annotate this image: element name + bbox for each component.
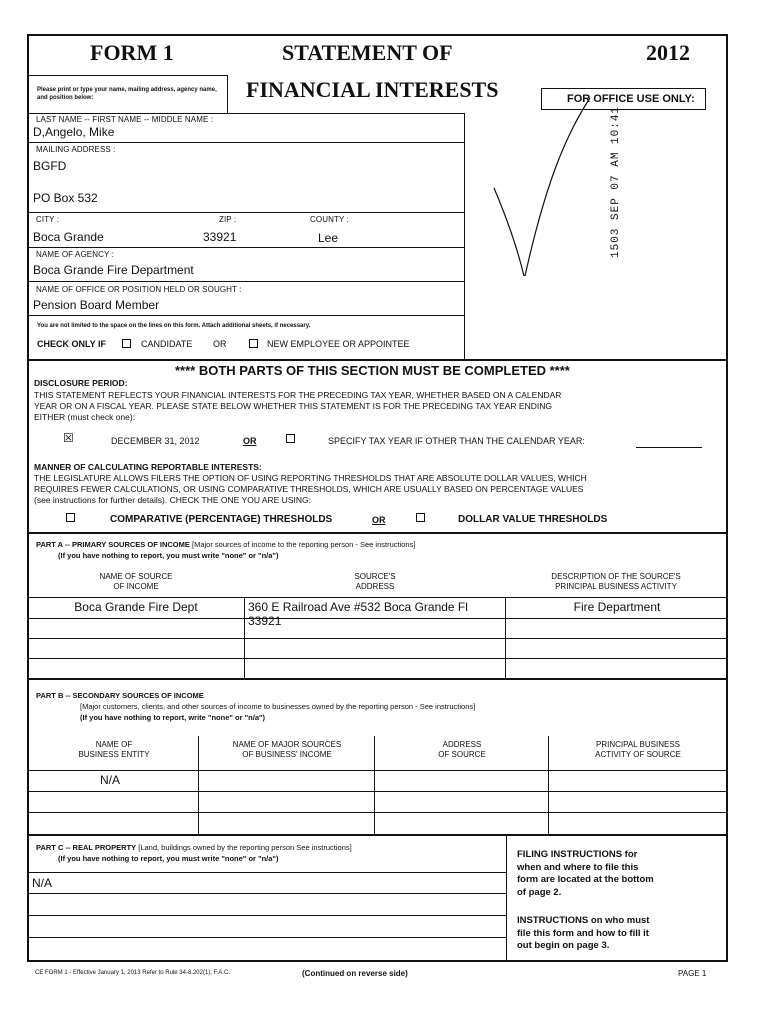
county-field[interactable]: Lee xyxy=(318,231,339,245)
continued-note: (Continued on reverse side) xyxy=(302,969,408,978)
december-label: DECEMBER 31, 2012 xyxy=(111,436,200,446)
table-rule xyxy=(374,736,375,834)
part-b-col-header-activity xyxy=(550,740,726,760)
header-line: SOURCE'S xyxy=(354,572,396,581)
instruction-line: FILING INSTRUCTIONS for xyxy=(517,849,638,860)
period-text-2: YEAR OR ON A FISCAL YEAR. PLEASE STATE BELOW WHETHER THIS STATEMENT IS FOR THE PRECEDING TAX YEAR ENDING xyxy=(34,401,552,411)
divider xyxy=(506,834,507,961)
header-line: ADDRESS xyxy=(355,582,395,591)
dollar-value-label: DOLLAR VALUE THRESHOLDS xyxy=(458,514,608,525)
disclosure-period-title: DISCLOSURE PERIOD: xyxy=(34,378,128,388)
part-b-col-header-address xyxy=(376,740,548,760)
table-rule xyxy=(28,915,506,916)
part-c-row1[interactable]: N/A xyxy=(32,876,53,890)
table-rule xyxy=(28,597,728,598)
manner-title: MANNER OF CALCULATING REPORTABLE INTERESTS: xyxy=(34,462,262,472)
table-rule xyxy=(28,658,728,659)
table-rule xyxy=(28,770,728,771)
table-rule xyxy=(28,791,728,792)
header-line: NAME OF SOURCE xyxy=(99,572,173,581)
table-rule xyxy=(28,638,728,639)
mailing-address-label: MAILING ADDRESS : xyxy=(36,145,116,154)
part-c-subtitle: (If you have nothing to report, you must write "none" or "n/a") xyxy=(58,854,279,863)
part-a-col-header-address xyxy=(246,572,504,592)
period-text-1: THIS STATEMENT REFLECTS YOUR FINANCIAL INTERESTS FOR THE PRECEDING TAX YEAR, WHETHER BASED ON A CALENDAR xyxy=(34,390,562,400)
name-field[interactable]: D,Angelo, Mike xyxy=(33,125,115,139)
period-text-3: EITHER (must check one): xyxy=(34,412,136,422)
new-employee-label: NEW EMPLOYEE OR APPOINTEE xyxy=(267,339,410,349)
header-line: OF INCOME xyxy=(113,582,159,591)
table-rule xyxy=(28,893,506,894)
header-line: DESCRIPTION OF THE SOURCE'S xyxy=(551,572,681,581)
part-c-title-text: PART C -- REAL PROPERTY xyxy=(36,843,137,852)
mailing-address-line2[interactable]: PO Box 532 xyxy=(33,191,98,205)
instruction-line: out begin on page 3. xyxy=(517,940,610,951)
header-line: OF BUSINESS' INCOME xyxy=(242,750,332,759)
office-stamp-text: 1503 SEP 07 AM 10:41 xyxy=(610,105,622,258)
divider xyxy=(28,678,728,680)
instruction-line: when and where to file this xyxy=(517,861,639,873)
divider xyxy=(28,113,464,114)
header-line: OF SOURCE xyxy=(438,750,486,759)
candidate-checkbox[interactable] xyxy=(122,339,131,348)
divider xyxy=(28,247,464,248)
agency-field[interactable]: Boca Grande Fire Department xyxy=(33,263,194,277)
part-a-row1-name[interactable]: Boca Grande Fire Dept xyxy=(74,600,198,614)
divider xyxy=(28,359,728,361)
header-line: ADDRESS xyxy=(442,740,482,749)
page-number: PAGE 1 xyxy=(678,969,707,978)
comparative-checkbox[interactable] xyxy=(66,513,75,522)
space-note: You are not limited to the space on the lines on this form. Attach additional sheets, if necessary. xyxy=(37,323,311,329)
form-reference: CE FORM 1 - Effective January 1, 2013 Refer to Rule 34-8.202(1), F.A.C. xyxy=(35,970,230,976)
mailing-address-line1[interactable]: BGFD xyxy=(33,159,67,173)
header-line: NAME OF xyxy=(95,740,133,749)
instruction-line: form are located at the bottom xyxy=(517,874,654,885)
part-a-row1-address[interactable]: 360 E Railroad Ave #532 Boca Grande Fl 33921 xyxy=(248,600,468,628)
table-rule xyxy=(505,597,506,678)
part-c-title xyxy=(36,843,352,852)
table-rule xyxy=(198,736,199,834)
or-label: OR xyxy=(243,436,257,446)
divider xyxy=(28,75,228,76)
new-employee-checkbox[interactable] xyxy=(249,339,258,348)
part-a-col-header-activity xyxy=(506,572,726,592)
header-line: PRINCIPAL BUSINESS ACTIVITY xyxy=(555,582,677,591)
part-a-note: [Major sources of income to the reporting person - See instructions] xyxy=(192,540,416,549)
divider xyxy=(28,212,464,213)
statement-title-line2: FINANCIAL INTERESTS xyxy=(246,77,499,102)
manner-text-1: THE LEGISLATURE ALLOWS FILERS THE OPTION OF USING REPORTING THRESHOLDS THAT ARE ABSOLUTE DOLLAR VALUES, WHICH xyxy=(34,473,587,483)
check-only-if-label: CHECK ONLY IF xyxy=(37,339,107,349)
part-b-subtitle: (If you have nothing to report, write "none" or "n/a") xyxy=(80,713,266,722)
instruction-line: file this form and how to fill it xyxy=(517,927,649,939)
office-field[interactable]: Pension Board Member xyxy=(33,298,160,312)
part-b-note: [Major customers, clients, and other sources of income to businesses owned by the reporting person - See instructions] xyxy=(80,702,476,711)
office-label: NAME OF OFFICE OR POSITION HELD OR SOUGHT : xyxy=(36,285,242,294)
dollar-value-checkbox[interactable] xyxy=(416,513,425,522)
instruction-line: of page 2. xyxy=(517,886,562,898)
agency-label: NAME OF AGENCY : xyxy=(36,250,114,259)
or-label: OR xyxy=(213,339,227,349)
part-a-title-text: PART A -- PRIMARY SOURCES OF INCOME xyxy=(36,540,190,549)
print-instructions: Please print or type your name, mailing address, agency name, and position below: xyxy=(37,87,217,101)
part-c-note: [Land, buildings owned by the reporting person See instructions] xyxy=(138,843,352,852)
divider xyxy=(28,315,464,316)
divider xyxy=(28,532,728,534)
header-line: PRINCIPAL BUSINESS xyxy=(595,740,681,749)
december-checkbox[interactable]: ☒ xyxy=(63,431,74,445)
part-b-col-header-entity xyxy=(30,740,198,760)
county-label: COUNTY : xyxy=(310,215,349,224)
divider xyxy=(28,142,464,143)
specify-tax-year-label: SPECIFY TAX YEAR IF OTHER THAN THE CALENDAR YEAR: xyxy=(328,436,585,446)
header-line: NAME OF MAJOR SOURCES xyxy=(232,740,342,749)
tax-year-field[interactable] xyxy=(636,447,702,448)
part-b-col-header-sources xyxy=(200,740,374,760)
table-rule xyxy=(28,872,506,873)
statement-title: STATEMENT OF xyxy=(282,40,453,65)
table-rule xyxy=(28,812,728,813)
divider xyxy=(28,281,464,282)
or-label: OR xyxy=(372,515,386,525)
filing-instructions xyxy=(517,849,654,899)
part-a-col-header-name xyxy=(30,572,242,592)
part-a-row1-activity[interactable]: Fire Department xyxy=(573,600,661,614)
form-year: 2012 xyxy=(646,40,690,65)
instruction-line: INSTRUCTIONS on who must xyxy=(517,915,650,926)
manner-text-2: REQUIRES FEWER CALCULATIONS, OR USING COMPARATIVE THRESHOLDS, WHICH ARE USUALLY BASED ON PERCENTAGE VALUES xyxy=(34,484,584,494)
zip-label: ZIP : xyxy=(219,215,237,224)
divider xyxy=(28,834,728,836)
section-heading: **** BOTH PARTS OF THIS SECTION MUST BE COMPLETED **** xyxy=(175,363,570,378)
city-label: CITY : xyxy=(36,215,60,224)
form-title: FORM 1 xyxy=(90,40,174,65)
candidate-label: CANDIDATE xyxy=(141,339,193,349)
divider xyxy=(464,113,465,360)
who-must-file-instructions xyxy=(517,915,649,953)
office-stamp-mark xyxy=(490,96,610,286)
part-b-row1-name[interactable]: N/A xyxy=(100,773,121,787)
table-rule xyxy=(28,937,506,938)
header-line: BUSINESS ENTITY xyxy=(78,750,150,759)
part-a-subtitle: (If you have nothing to report, you must write "none" or "n/a") xyxy=(58,551,279,560)
manner-text-3: (see instructions for further details). CHECK THE ONE YOU ARE USING: xyxy=(34,495,311,505)
part-b-title: PART B -- SECONDARY SOURCES OF INCOME xyxy=(36,691,204,700)
zip-field[interactable]: 33921 xyxy=(203,230,237,244)
part-a-title xyxy=(36,540,415,549)
comparative-label: COMPARATIVE (PERCENTAGE) THRESHOLDS xyxy=(110,514,333,525)
name-label: LAST NAME -- FIRST NAME -- MIDDLE NAME : xyxy=(36,115,214,124)
table-rule xyxy=(244,597,245,678)
table-rule xyxy=(548,736,549,834)
header-line: ACTIVITY OF SOURCE xyxy=(595,750,681,759)
divider xyxy=(227,75,228,113)
city-field[interactable]: Boca Grande xyxy=(33,230,104,244)
office-use-label: FOR OFFICE USE ONLY: xyxy=(567,93,695,105)
specify-tax-year-checkbox[interactable] xyxy=(286,434,295,443)
